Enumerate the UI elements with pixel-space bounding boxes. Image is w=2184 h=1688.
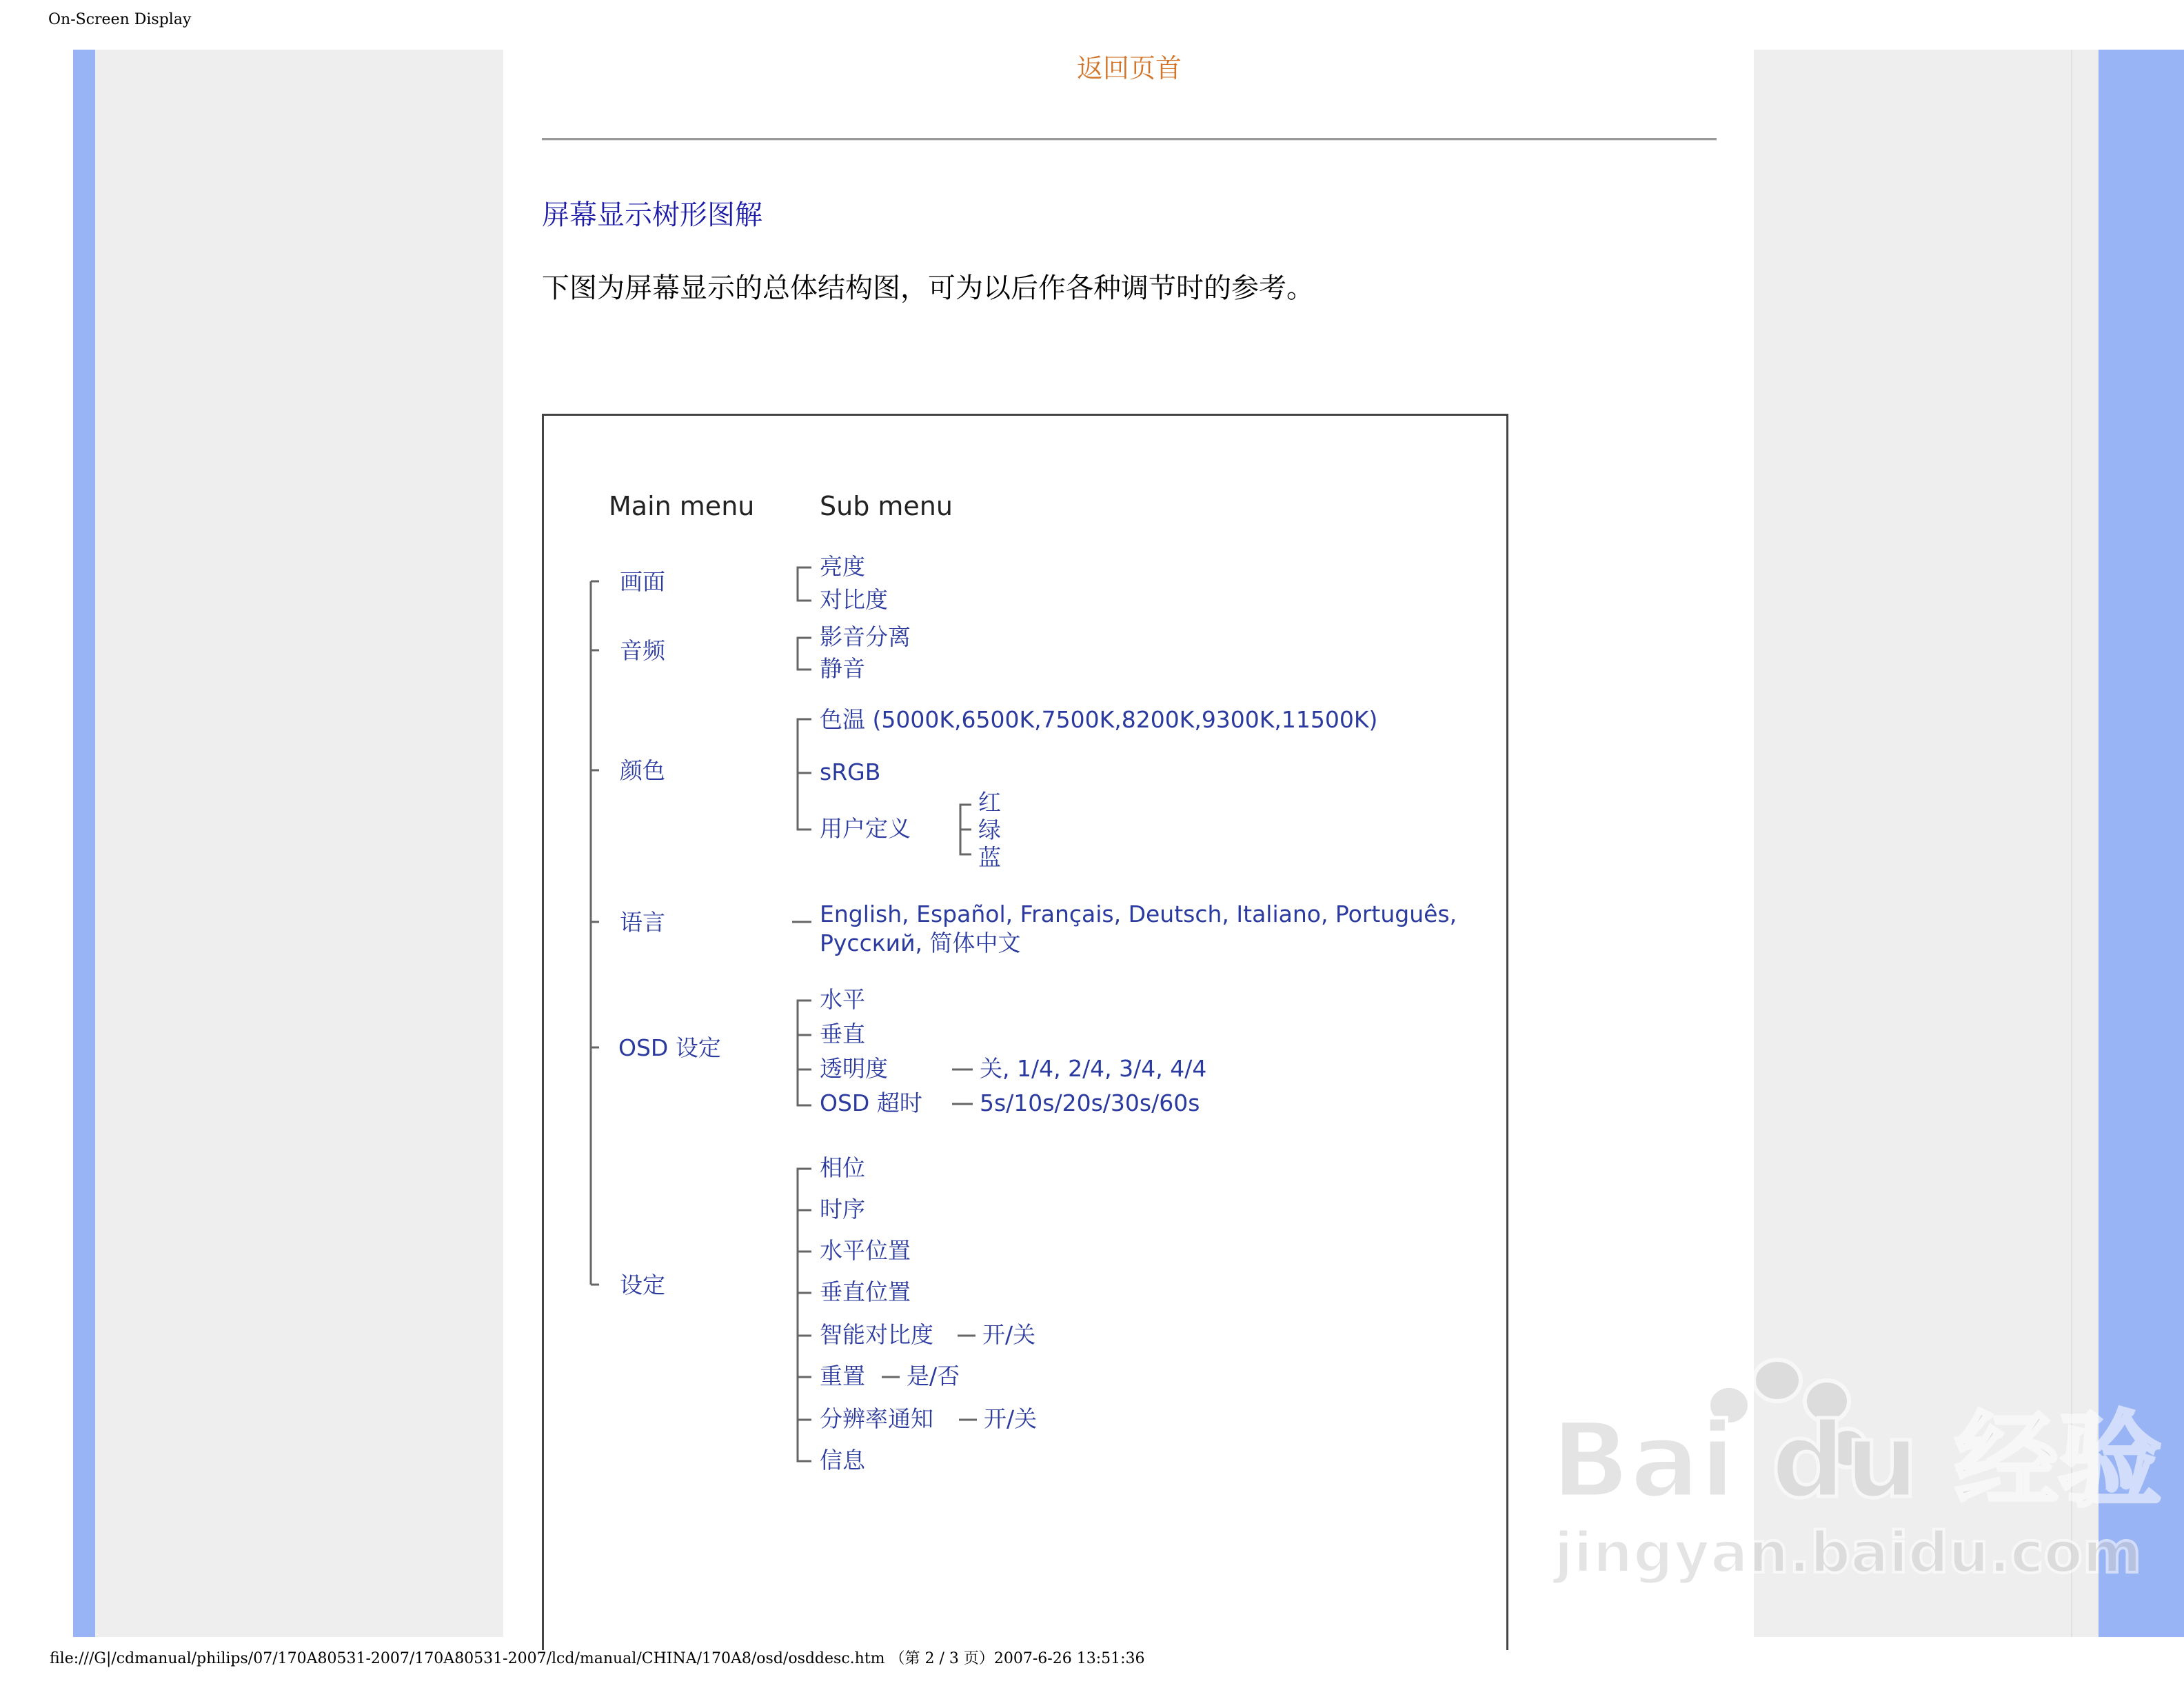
submenu-user-define: 用户定义 [820, 815, 911, 842]
osd-tree-svg [544, 416, 1506, 1650]
user-red: 红 [978, 789, 1001, 816]
submenu-brightness: 亮度 [820, 553, 865, 580]
submenu-srgb: sRGB [820, 758, 881, 785]
watermark-brand: Bai du 经验 [1551, 1401, 2162, 1521]
transparency-values: 关, 1/4, 2/4, 3/4, 4/4 [980, 1055, 1207, 1082]
menu-audio: 音频 [620, 637, 665, 664]
submenu-osd-timeout: OSD 超时 [820, 1089, 922, 1116]
window-title: On-Screen Display [48, 11, 192, 28]
right-divider-line [2071, 50, 2072, 1637]
left-gray-margin [95, 50, 503, 1637]
timeout-values: 5s/10s/20s/30s/60s [980, 1089, 1200, 1116]
osd-tree-diagram [542, 414, 1508, 1650]
sub-menu-heading: Sub menu [820, 491, 953, 521]
baidu-watermark [1544, 1358, 2162, 1607]
submenu-h-position: 水平位置 [820, 1237, 911, 1264]
watermark-url: jingyan.baidu.com [1554, 1520, 2142, 1586]
back-to-top-link[interactable]: 返回页首 [1077, 53, 1182, 83]
submenu-color-temp: 色温 (5000K,6500K,7500K,8200K,9300K,11500K) [820, 706, 1378, 733]
language-list-line1: English, Español, Français, Deutsch, Italiano, Português, [820, 901, 1457, 927]
user-green: 绿 [978, 816, 1001, 843]
submenu-information: 信息 [820, 1447, 865, 1474]
submenu-resolution-notice: 分辨率通知 [820, 1405, 933, 1432]
submenu-mute: 静音 [820, 655, 865, 682]
submenu-standalone: 影音分离 [820, 623, 911, 650]
submenu-horizontal: 水平 [820, 986, 865, 1013]
menu-picture: 画面 [620, 568, 665, 595]
footer-file-path: file:///G|/cdmanual/philips/07/170A80531-2007/170A80531-2007/lcd/manual/CHINA/170A8/osd/osddesc.htm （第 2 / 3 页）2007-6-26 13:51:36 [50, 1650, 1145, 1667]
submenu-phase: 相位 [820, 1154, 865, 1181]
smart-contrast-value: 开/关 [982, 1321, 1036, 1348]
submenu-contrast: 对比度 [820, 586, 888, 613]
section-description: 下图为屏幕显示的总体结构图，可为以后作各种调节时的参考。 [542, 272, 1314, 304]
menu-language: 语言 [620, 909, 665, 936]
left-blue-band [73, 50, 95, 1637]
horizontal-rule [542, 138, 1717, 141]
user-blue: 蓝 [978, 844, 1001, 871]
main-menu-heading: Main menu [609, 491, 755, 521]
reset-value: 是/否 [907, 1363, 960, 1389]
menu-color: 颜色 [620, 757, 665, 784]
submenu-transparency: 透明度 [820, 1055, 888, 1082]
right-blue-band [2099, 50, 2184, 1637]
submenu-vertical: 垂直 [820, 1021, 865, 1047]
submenu-smart-contrast: 智能对比度 [820, 1321, 933, 1348]
submenu-reset: 重置 [820, 1363, 865, 1389]
submenu-clock: 时序 [820, 1196, 865, 1223]
language-list-line2: Русский, 简体中文 [820, 930, 1021, 956]
menu-osd-settings: OSD 设定 [618, 1034, 721, 1061]
menu-setup: 设定 [620, 1272, 665, 1298]
resolution-notice-value: 开/关 [984, 1405, 1038, 1432]
submenu-v-position: 垂直位置 [820, 1278, 911, 1305]
section-title: 屏幕显示树形图解 [542, 199, 762, 231]
